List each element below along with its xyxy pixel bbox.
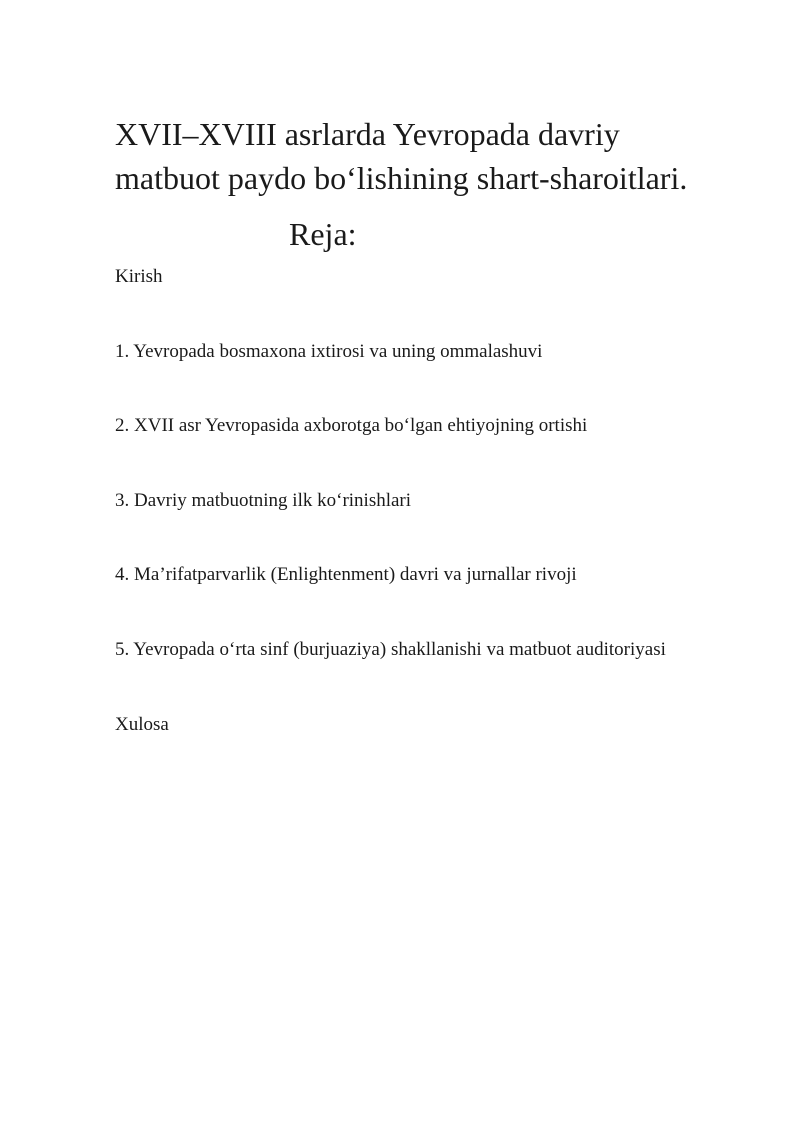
outline-item-2: 2. XVII asr Yevropasida axborotga bo‘lgan ehtiyojning ortishi [115, 415, 588, 437]
document-title [115, 112, 775, 200]
outline-item-4: 4. Ma’rifatparvarlik (Enlightenment) davri va jurnallar rivoji [115, 564, 577, 586]
outline-item-conclusion: Xulosa [115, 713, 169, 735]
outline-item-3: 3. Davriy matbuotning ilk ko‘rinishlari [115, 489, 412, 511]
plan-outline [115, 262, 666, 784]
title-line-2: matbuot paydo bo‘lishining shart-sharoitlari. [115, 160, 688, 196]
outline-item-1: 1. Yevropada bosmaxona ixtirosi va uning ommalashuvi [115, 340, 543, 362]
outline-item-5: 5. Yevropada o‘rta sinf (burjuaziya) shakllanishi va matbuot auditoriyasi [115, 638, 666, 660]
outline-item-introduction: Kirish [115, 266, 163, 287]
plan-heading: Reja: [289, 216, 357, 252]
title-line-1: XVII–XVIII asrlarda Yevropada davriy [115, 116, 620, 152]
